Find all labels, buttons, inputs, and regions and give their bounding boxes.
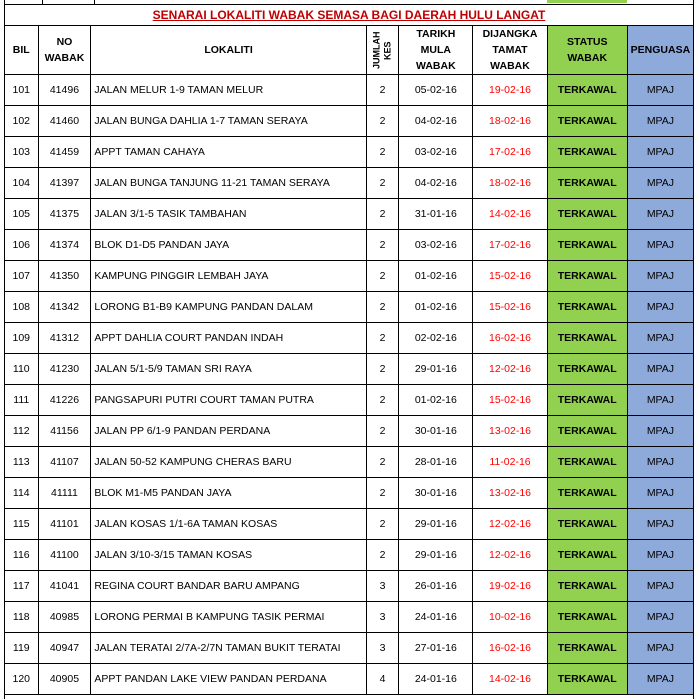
cell-status-wabak: TERKAWAL — [547, 478, 627, 509]
table-row — [5, 75, 694, 106]
cell-lokaliti: JALAN BUNGA TANJUNG 11-21 TAMAN SERAYA — [91, 168, 366, 199]
cell-tarikh-mula: 05-02-16 — [399, 75, 473, 106]
table-row — [5, 478, 694, 509]
header-status-wabak — [547, 26, 627, 75]
header-row — [5, 26, 694, 75]
spreadsheet-sheet — [4, 0, 694, 699]
cell-status-wabak: TERKAWAL — [547, 199, 627, 230]
status-cell-remnant — [547, 0, 627, 3]
cell-penguasa: MPAJ — [627, 168, 693, 199]
cell-dijangka-tamat: 13-02-16 — [473, 478, 547, 509]
cell-bil: 110 — [5, 354, 39, 385]
cell-penguasa: MPAJ — [627, 323, 693, 354]
cell-dijangka-tamat: 16-02-16 — [473, 323, 547, 354]
cell-status-wabak: TERKAWAL — [547, 633, 627, 664]
cell-no-wabak: 41459 — [38, 137, 91, 168]
cell-tarikh-mula: 24-01-16 — [399, 664, 473, 695]
cell-bil: 104 — [5, 168, 39, 199]
cell-jumlah-kes: 2 — [366, 540, 399, 571]
cell-tarikh-mula: 30-01-16 — [399, 416, 473, 447]
table-row — [5, 509, 694, 540]
cell-tarikh-mula: 26-01-16 — [399, 571, 473, 602]
cell-dijangka-tamat: 15-02-16 — [473, 385, 547, 416]
cell-no-wabak: 41230 — [38, 354, 91, 385]
cell-bil: 106 — [5, 230, 39, 261]
cell-penguasa: MPAJ — [627, 199, 693, 230]
cell-lokaliti: JALAN 3/10-3/15 TAMAN KOSAS — [91, 540, 366, 571]
cell-lokaliti: APPT DAHLIA COURT PANDAN INDAH — [91, 323, 366, 354]
cell-bil: 114 — [5, 478, 39, 509]
cell-status-wabak: TERKAWAL — [547, 106, 627, 137]
cell-no-wabak: 40905 — [38, 664, 91, 695]
cell-lokaliti: LORONG B1-B9 KAMPUNG PANDAN DALAM — [91, 292, 366, 323]
cell-jumlah-kes: 2 — [366, 199, 399, 230]
cell-bil: 111 — [5, 385, 39, 416]
cell-status-wabak: TERKAWAL — [547, 509, 627, 540]
table-title: SENARAI LOKALITI WABAK SEMASA BAGI DAERAH HULU LANGAT — [5, 5, 694, 26]
cell-dijangka-tamat: 17-02-16 — [473, 137, 547, 168]
cell-penguasa: MPAJ — [627, 106, 693, 137]
cell-bil: 116 — [5, 540, 39, 571]
cell-status-wabak: TERKAWAL — [547, 540, 627, 571]
cell-status-wabak: TERKAWAL — [547, 323, 627, 354]
table-row — [5, 664, 694, 695]
cell-status-wabak: TERKAWAL — [547, 602, 627, 633]
cell-status-wabak: TERKAWAL — [547, 354, 627, 385]
cell-jumlah-kes: 2 — [366, 292, 399, 323]
cell-lokaliti: JALAN TERATAI 2/7A-2/7N TAMAN BUKIT TERATAI — [91, 633, 366, 664]
cell-tarikh-mula: 30-01-16 — [399, 478, 473, 509]
cell-jumlah-kes: 2 — [366, 509, 399, 540]
cell-status-wabak: TERKAWAL — [547, 447, 627, 478]
cell-dijangka-tamat: 13-02-16 — [473, 416, 547, 447]
cell-tarikh-mula: 27-01-16 — [399, 633, 473, 664]
cell-tarikh-mula: 04-02-16 — [399, 168, 473, 199]
cell-penguasa: MPAJ — [627, 385, 693, 416]
table-row — [5, 323, 694, 354]
table-row — [5, 354, 694, 385]
cell-no-wabak: 41226 — [38, 385, 91, 416]
header-jumlah-kes — [366, 26, 399, 75]
cell-no-wabak: 41041 — [38, 571, 91, 602]
cell-tarikh-mula: 02-02-16 — [399, 323, 473, 354]
table-row — [5, 137, 694, 168]
cell-bil: 107 — [5, 261, 39, 292]
header-no-wabak-line2: WABAK — [44, 52, 85, 64]
title-row — [5, 5, 694, 26]
cell-no-wabak: 41397 — [38, 168, 91, 199]
cell-lokaliti: JALAN MELUR 1-9 TAMAN MELUR — [91, 75, 366, 106]
cell-no-wabak: 41111 — [38, 478, 91, 509]
header-no-wabak-line1: NO — [56, 36, 73, 48]
cell-no-wabak: 40985 — [38, 602, 91, 633]
cell-penguasa: MPAJ — [627, 230, 693, 261]
table-row — [5, 199, 694, 230]
table-row — [5, 416, 694, 447]
cell-bil: 112 — [5, 416, 39, 447]
cell-dijangka-tamat: 19-02-16 — [473, 75, 547, 106]
table-row — [5, 571, 694, 602]
table-row — [5, 447, 694, 478]
header-tamat-line1: DIJANGKA — [482, 28, 538, 40]
cell-jumlah-kes: 2 — [366, 106, 399, 137]
cell-penguasa: MPAJ — [627, 137, 693, 168]
cell-lokaliti: JALAN KOSAS 1/1-6A TAMAN KOSAS — [91, 509, 366, 540]
cell-penguasa: MPAJ — [627, 540, 693, 571]
cell-bil: 108 — [5, 292, 39, 323]
cell-jumlah-kes: 2 — [366, 75, 399, 106]
table-row — [5, 168, 694, 199]
cell-status-wabak: TERKAWAL — [547, 75, 627, 106]
table-row — [5, 633, 694, 664]
header-lokaliti: LOKALITI — [91, 26, 366, 75]
cell-bil: 102 — [5, 106, 39, 137]
cell-jumlah-kes: 2 — [366, 447, 399, 478]
header-status-line2: WABAK — [567, 52, 608, 64]
header-tarikh-mula — [399, 26, 473, 75]
header-tamat-line3: WABAK — [490, 60, 530, 72]
table-row — [5, 106, 694, 137]
cell-no-wabak: 41374 — [38, 230, 91, 261]
cell-dijangka-tamat: 14-02-16 — [473, 664, 547, 695]
cell-no-wabak: 41496 — [38, 75, 91, 106]
cell-bil: 120 — [5, 664, 39, 695]
cell-status-wabak: TERKAWAL — [547, 292, 627, 323]
cell-penguasa: MPAJ — [627, 509, 693, 540]
cell-lokaliti: JALAN 3/1-5 TASIK TAMBAHAN — [91, 199, 366, 230]
cell-lokaliti: JALAN 5/1-5/9 TAMAN SRI RAYA — [91, 354, 366, 385]
cell-bil: 115 — [5, 509, 39, 540]
header-jumlah-line2: KES — [382, 40, 393, 60]
cell-dijangka-tamat: 11-02-16 — [473, 447, 547, 478]
cell-jumlah-kes: 2 — [366, 323, 399, 354]
cell-penguasa: MPAJ — [627, 633, 693, 664]
cell-penguasa: MPAJ — [627, 571, 693, 602]
cell-lokaliti: APPT PANDAN LAKE VIEW PANDAN PERDANA — [91, 664, 366, 695]
cell-tarikh-mula: 29-01-16 — [399, 540, 473, 571]
cell-lokaliti: JALAN PP 6/1-9 PANDAN PERDANA — [91, 416, 366, 447]
cell-dijangka-tamat: 12-02-16 — [473, 540, 547, 571]
table-row — [5, 230, 694, 261]
cell-jumlah-kes: 2 — [366, 385, 399, 416]
cell-tarikh-mula: 03-02-16 — [399, 137, 473, 168]
table-body — [5, 75, 694, 695]
cell-tarikh-mula: 01-02-16 — [399, 292, 473, 323]
cell-dijangka-tamat: 18-02-16 — [473, 106, 547, 137]
cell-no-wabak: 41460 — [38, 106, 91, 137]
cell-status-wabak: TERKAWAL — [547, 385, 627, 416]
table-row — [5, 602, 694, 633]
cell-jumlah-kes: 4 — [366, 664, 399, 695]
cell-dijangka-tamat: 10-02-16 — [473, 602, 547, 633]
cell-dijangka-tamat: 12-02-16 — [473, 354, 547, 385]
cell-jumlah-kes: 2 — [366, 137, 399, 168]
cell-status-wabak: TERKAWAL — [547, 664, 627, 695]
cell-status-wabak: TERKAWAL — [547, 416, 627, 447]
header-status-line1: STATUS — [567, 36, 608, 48]
cell-penguasa: MPAJ — [627, 261, 693, 292]
cell-penguasa: MPAJ — [627, 478, 693, 509]
cell-jumlah-kes: 2 — [366, 168, 399, 199]
cell-tarikh-mula: 04-02-16 — [399, 106, 473, 137]
cell-lokaliti: JALAN BUNGA DAHLIA 1-7 TAMAN SERAYA — [91, 106, 366, 137]
cell-lokaliti: APPT TAMAN CAHAYA — [91, 137, 366, 168]
cell-no-wabak: 41156 — [38, 416, 91, 447]
cell-penguasa: MPAJ — [627, 75, 693, 106]
cell-lokaliti: BLOK M1-M5 PANDAN JAYA — [91, 478, 366, 509]
cell-tarikh-mula: 28-01-16 — [399, 447, 473, 478]
cell-lokaliti: PANGSAPURI PUTRI COURT TAMAN PUTRA — [91, 385, 366, 416]
cell-penguasa: MPAJ — [627, 602, 693, 633]
header-tamat-line2: TAMAT — [492, 44, 528, 56]
cell-dijangka-tamat: 17-02-16 — [473, 230, 547, 261]
table-row — [5, 385, 694, 416]
cell-dijangka-tamat: 19-02-16 — [473, 571, 547, 602]
cell-no-wabak: 41350 — [38, 261, 91, 292]
cell-dijangka-tamat: 15-02-16 — [473, 261, 547, 292]
outbreak-table — [4, 4, 694, 695]
header-jumlah-line1: JUMLAH — [371, 31, 382, 69]
cell-tarikh-mula: 29-01-16 — [399, 354, 473, 385]
cell-tarikh-mula: 03-02-16 — [399, 230, 473, 261]
cell-bil: 113 — [5, 447, 39, 478]
cell-jumlah-kes: 3 — [366, 602, 399, 633]
header-dijangka-tamat — [473, 26, 547, 75]
cell-no-wabak: 41100 — [38, 540, 91, 571]
cell-penguasa: MPAJ — [627, 354, 693, 385]
cell-dijangka-tamat: 18-02-16 — [473, 168, 547, 199]
cell-jumlah-kes: 3 — [366, 571, 399, 602]
cell-tarikh-mula: 24-01-16 — [399, 602, 473, 633]
cell-tarikh-mula: 29-01-16 — [399, 509, 473, 540]
cell-bil: 105 — [5, 199, 39, 230]
header-mula-line3: WABAK — [416, 60, 456, 72]
header-bil: BIL — [5, 26, 39, 75]
cell-jumlah-kes: 2 — [366, 416, 399, 447]
cell-bil: 101 — [5, 75, 39, 106]
cell-tarikh-mula: 31-01-16 — [399, 199, 473, 230]
cell-lokaliti: KAMPUNG PINGGIR LEMBAH JAYA — [91, 261, 366, 292]
table-row — [5, 292, 694, 323]
cell-bil: 109 — [5, 323, 39, 354]
cell-penguasa: MPAJ — [627, 292, 693, 323]
header-no-wabak — [38, 26, 91, 75]
cell-no-wabak: 40947 — [38, 633, 91, 664]
cell-jumlah-kes: 2 — [366, 261, 399, 292]
cell-dijangka-tamat: 12-02-16 — [473, 509, 547, 540]
table-row — [5, 540, 694, 571]
cell-no-wabak: 41375 — [38, 199, 91, 230]
cell-bil: 103 — [5, 137, 39, 168]
table-row — [5, 261, 694, 292]
cell-jumlah-kes: 2 — [366, 230, 399, 261]
cell-bil: 117 — [5, 571, 39, 602]
cell-dijangka-tamat: 15-02-16 — [473, 292, 547, 323]
header-penguasa: PENGUASA — [627, 26, 693, 75]
cell-lokaliti: BLOK D1-D5 PANDAN JAYA — [91, 230, 366, 261]
cell-status-wabak: TERKAWAL — [547, 261, 627, 292]
header-mula-line1: TARIKH — [416, 28, 456, 40]
cell-status-wabak: TERKAWAL — [547, 571, 627, 602]
cell-no-wabak: 41312 — [38, 323, 91, 354]
cell-bil: 119 — [5, 633, 39, 664]
cell-dijangka-tamat: 14-02-16 — [473, 199, 547, 230]
next-row-remnant — [4, 694, 694, 699]
cell-penguasa: MPAJ — [627, 664, 693, 695]
header-mula-line2: MULA — [420, 44, 451, 56]
cell-no-wabak: 41342 — [38, 292, 91, 323]
cell-lokaliti: JALAN 50-52 KAMPUNG CHERAS BARU — [91, 447, 366, 478]
cell-status-wabak: TERKAWAL — [547, 168, 627, 199]
cell-lokaliti: LORONG PERMAI B KAMPUNG TASIK PERMAI — [91, 602, 366, 633]
cell-penguasa: MPAJ — [627, 447, 693, 478]
cell-jumlah-kes: 2 — [366, 354, 399, 385]
cell-bil: 118 — [5, 602, 39, 633]
cell-lokaliti: REGINA COURT BANDAR BARU AMPANG — [91, 571, 366, 602]
cell-tarikh-mula: 01-02-16 — [399, 261, 473, 292]
cell-jumlah-kes: 2 — [366, 478, 399, 509]
cell-status-wabak: TERKAWAL — [547, 230, 627, 261]
cell-jumlah-kes: 3 — [366, 633, 399, 664]
cell-status-wabak: TERKAWAL — [547, 137, 627, 168]
cell-no-wabak: 41107 — [38, 447, 91, 478]
cell-penguasa: MPAJ — [627, 416, 693, 447]
cell-tarikh-mula: 01-02-16 — [399, 385, 473, 416]
cell-no-wabak: 41101 — [38, 509, 91, 540]
cell-dijangka-tamat: 16-02-16 — [473, 633, 547, 664]
